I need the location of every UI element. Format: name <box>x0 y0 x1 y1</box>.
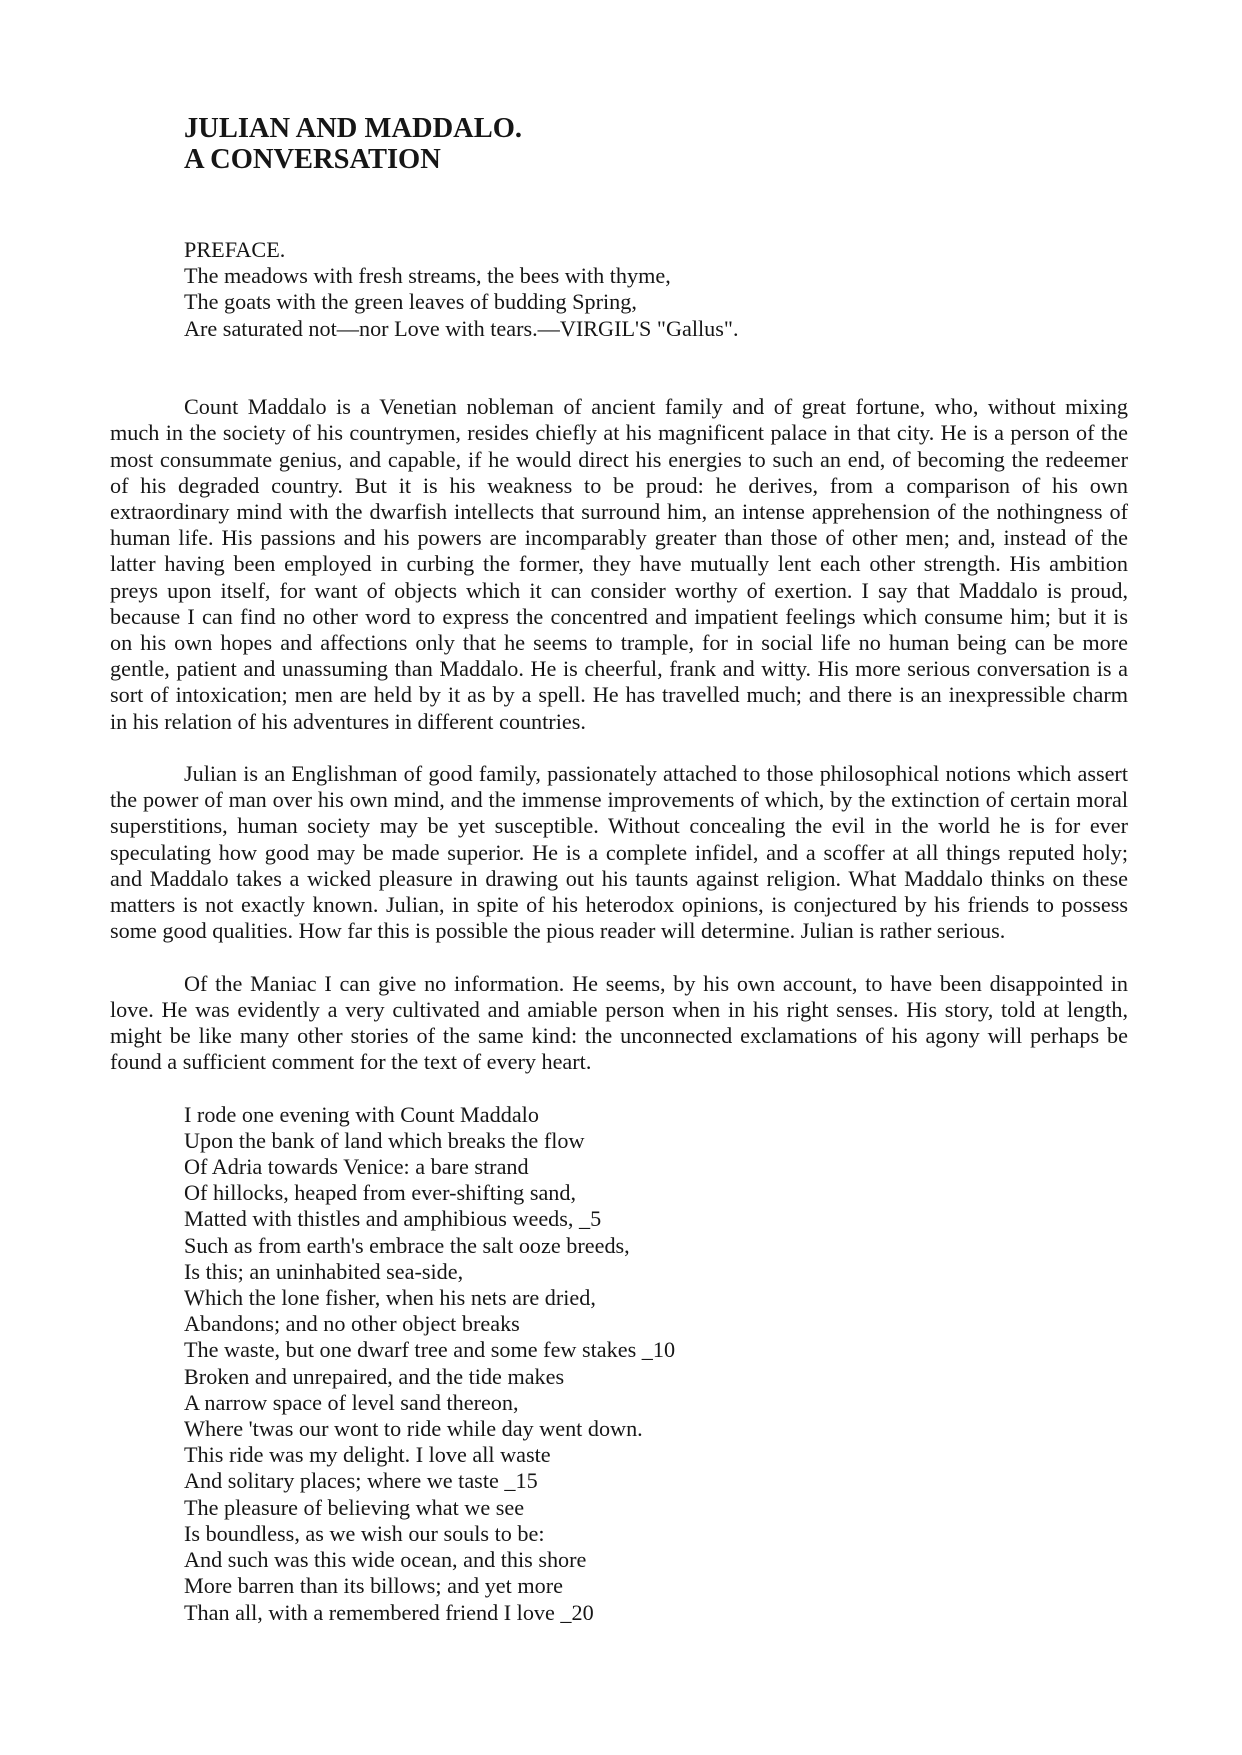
poem-line: Abandons; and no other object breaks <box>184 1311 520 1337</box>
poem-line: And solitary places; where we taste _15 <box>184 1468 538 1494</box>
title-line-1: JULIAN AND MADDALO. <box>184 113 523 144</box>
poem-line: Broken and unrepaired, and the tide makes <box>184 1363 565 1389</box>
poem-line: Is boundless, as we wish our souls to be: <box>184 1520 545 1546</box>
paragraph-line: of his degraded country. But it is his weakness to be proud: he derives, from a comparison of his own <box>110 472 1128 498</box>
paragraph-line: matters is not exactly known. Julian, in spite of his heterodox opinions, is conjectured by his friends to possess <box>110 892 1128 918</box>
poem-line: Upon the bank of land which breaks the flow <box>184 1127 585 1153</box>
paragraph-line: human life. His passions and his powers are incomparably greater than those of other men; and, instead of the <box>110 525 1128 551</box>
paragraph-line: found a sufficient comment for the text of every heart. <box>110 1049 592 1075</box>
paragraph-line: preys upon itself, for want of objects which it can consider worthy of exertion. I say that Maddalo is proud, <box>110 577 1128 603</box>
paragraph-julian <box>110 761 1128 944</box>
poem-line: Such as from earth's embrace the salt ooze breeds, <box>184 1232 630 1258</box>
paragraph-line: Of the Maniac I can give no information. He seems, by his own account, to have been disappointed in <box>184 970 1128 996</box>
document-body <box>110 237 1128 1626</box>
paragraph-maniac <box>110 971 1128 1076</box>
paragraph-line: the power of man over his own mind, and the immense improvements of which, by the extinction of certain moral <box>110 787 1128 813</box>
poem-line: And such was this wide ocean, and this shore <box>184 1547 587 1573</box>
poem-line: Which the lone fisher, when his nets are dried, <box>184 1285 596 1311</box>
epigraph-line: The meadows with fresh streams, the bees with thyme, <box>184 263 671 289</box>
title-line-2: A CONVERSATION <box>184 144 441 175</box>
poem-line: Where 'twas our wont to ride while day went down. <box>184 1416 643 1442</box>
preface <box>110 237 1128 342</box>
poem-line: Than all, with a remembered friend I love _20 <box>184 1599 594 1625</box>
document-title <box>184 113 522 175</box>
poem-line: Of Adria towards Venice: a bare strand <box>184 1154 529 1180</box>
poem-line: The pleasure of believing what we see <box>184 1494 525 1520</box>
paragraph-line: because I can find no other word to express the concentred and impatient feelings which consume him; but it is <box>110 603 1128 629</box>
paragraph-line: superstitions, human society may be yet susceptible. Without concealing the evil in the world he is for ever <box>110 813 1128 839</box>
poem-line: I rode one evening with Count Maddalo <box>184 1101 539 1127</box>
paragraph-line: gentle, patient and unassuming than Maddalo. He is cheerful, frank and witty. His more serious conversation is a <box>110 656 1128 682</box>
paragraph-line: latter having been employed in curbing the former, they have mutually lent each other strength. His ambition <box>110 551 1128 577</box>
poem-line: The waste, but one dwarf tree and some few stakes _10 <box>184 1337 676 1363</box>
epigraph-line: The goats with the green leaves of budding Spring, <box>184 289 637 315</box>
paragraph-line: on his own hopes and affections only that he seems to trample, for in social life no human being can be more <box>110 630 1128 656</box>
paragraph-line: much in the society of his countrymen, resides chiefly at his magnificent palace in that city. He is a person of the <box>110 420 1128 446</box>
paragraph-line: Julian is an Englishman of good family, passionately attached to those philosophical notions which assert <box>184 761 1128 787</box>
poem-line: Of hillocks, heaped from ever-shifting sand, <box>184 1180 577 1206</box>
paragraph-line: might be like many other stories of the same kind: the unconnected exclamations of his agony will perhaps be <box>110 1023 1128 1049</box>
epigraph-line: Are saturated not—nor Love with tears.—VIRGIL'S "Gallus". <box>184 315 739 341</box>
paragraph-line: Count Maddalo is a Venetian nobleman of ancient family and of great fortune, who, without mixing <box>184 394 1128 420</box>
paragraph-line: extraordinary mind with the dwarfish intellects that surround him, an intense apprehension of the nothingness of <box>110 499 1128 525</box>
paragraph-line: most consummate genius, and capable, if he would direct his energies to such an end, of becoming the redeemer <box>110 446 1128 472</box>
paragraph-line: love. He was evidently a very cultivated and amiable person when in his right senses. His story, told at length, <box>110 996 1128 1022</box>
poem-line: A narrow space of level sand thereon, <box>184 1389 519 1415</box>
preface-heading: PREFACE. <box>184 237 286 262</box>
poem-line: Matted with thistles and amphibious weeds, _5 <box>184 1206 602 1232</box>
paragraph-line: sort of intoxication; men are held by it as by a spell. He has travelled much; and there is an inexpressible charm <box>110 682 1128 708</box>
poem-line: Is this; an uninhabited sea-side, <box>184 1258 464 1284</box>
paragraph-line: and Maddalo takes a wicked pleasure in drawing out his taunts against religion. What Maddalo thinks on these <box>110 865 1128 891</box>
poem-line: More barren than its billows; and yet more <box>184 1573 563 1599</box>
paragraph-line: some good qualities. How far this is possible the pious reader will determine. Julian is rather serious. <box>110 918 1006 944</box>
poem <box>110 1102 1128 1626</box>
paragraph-maddalo <box>110 394 1128 735</box>
poem-line: This ride was my delight. I love all waste <box>184 1442 551 1468</box>
paragraph-line: in his relation of his adventures in different countries. <box>110 708 586 734</box>
paragraph-line: speculating how good may be made superior. He is a complete infidel, and a scoffer at all things reputed holy; <box>110 839 1128 865</box>
